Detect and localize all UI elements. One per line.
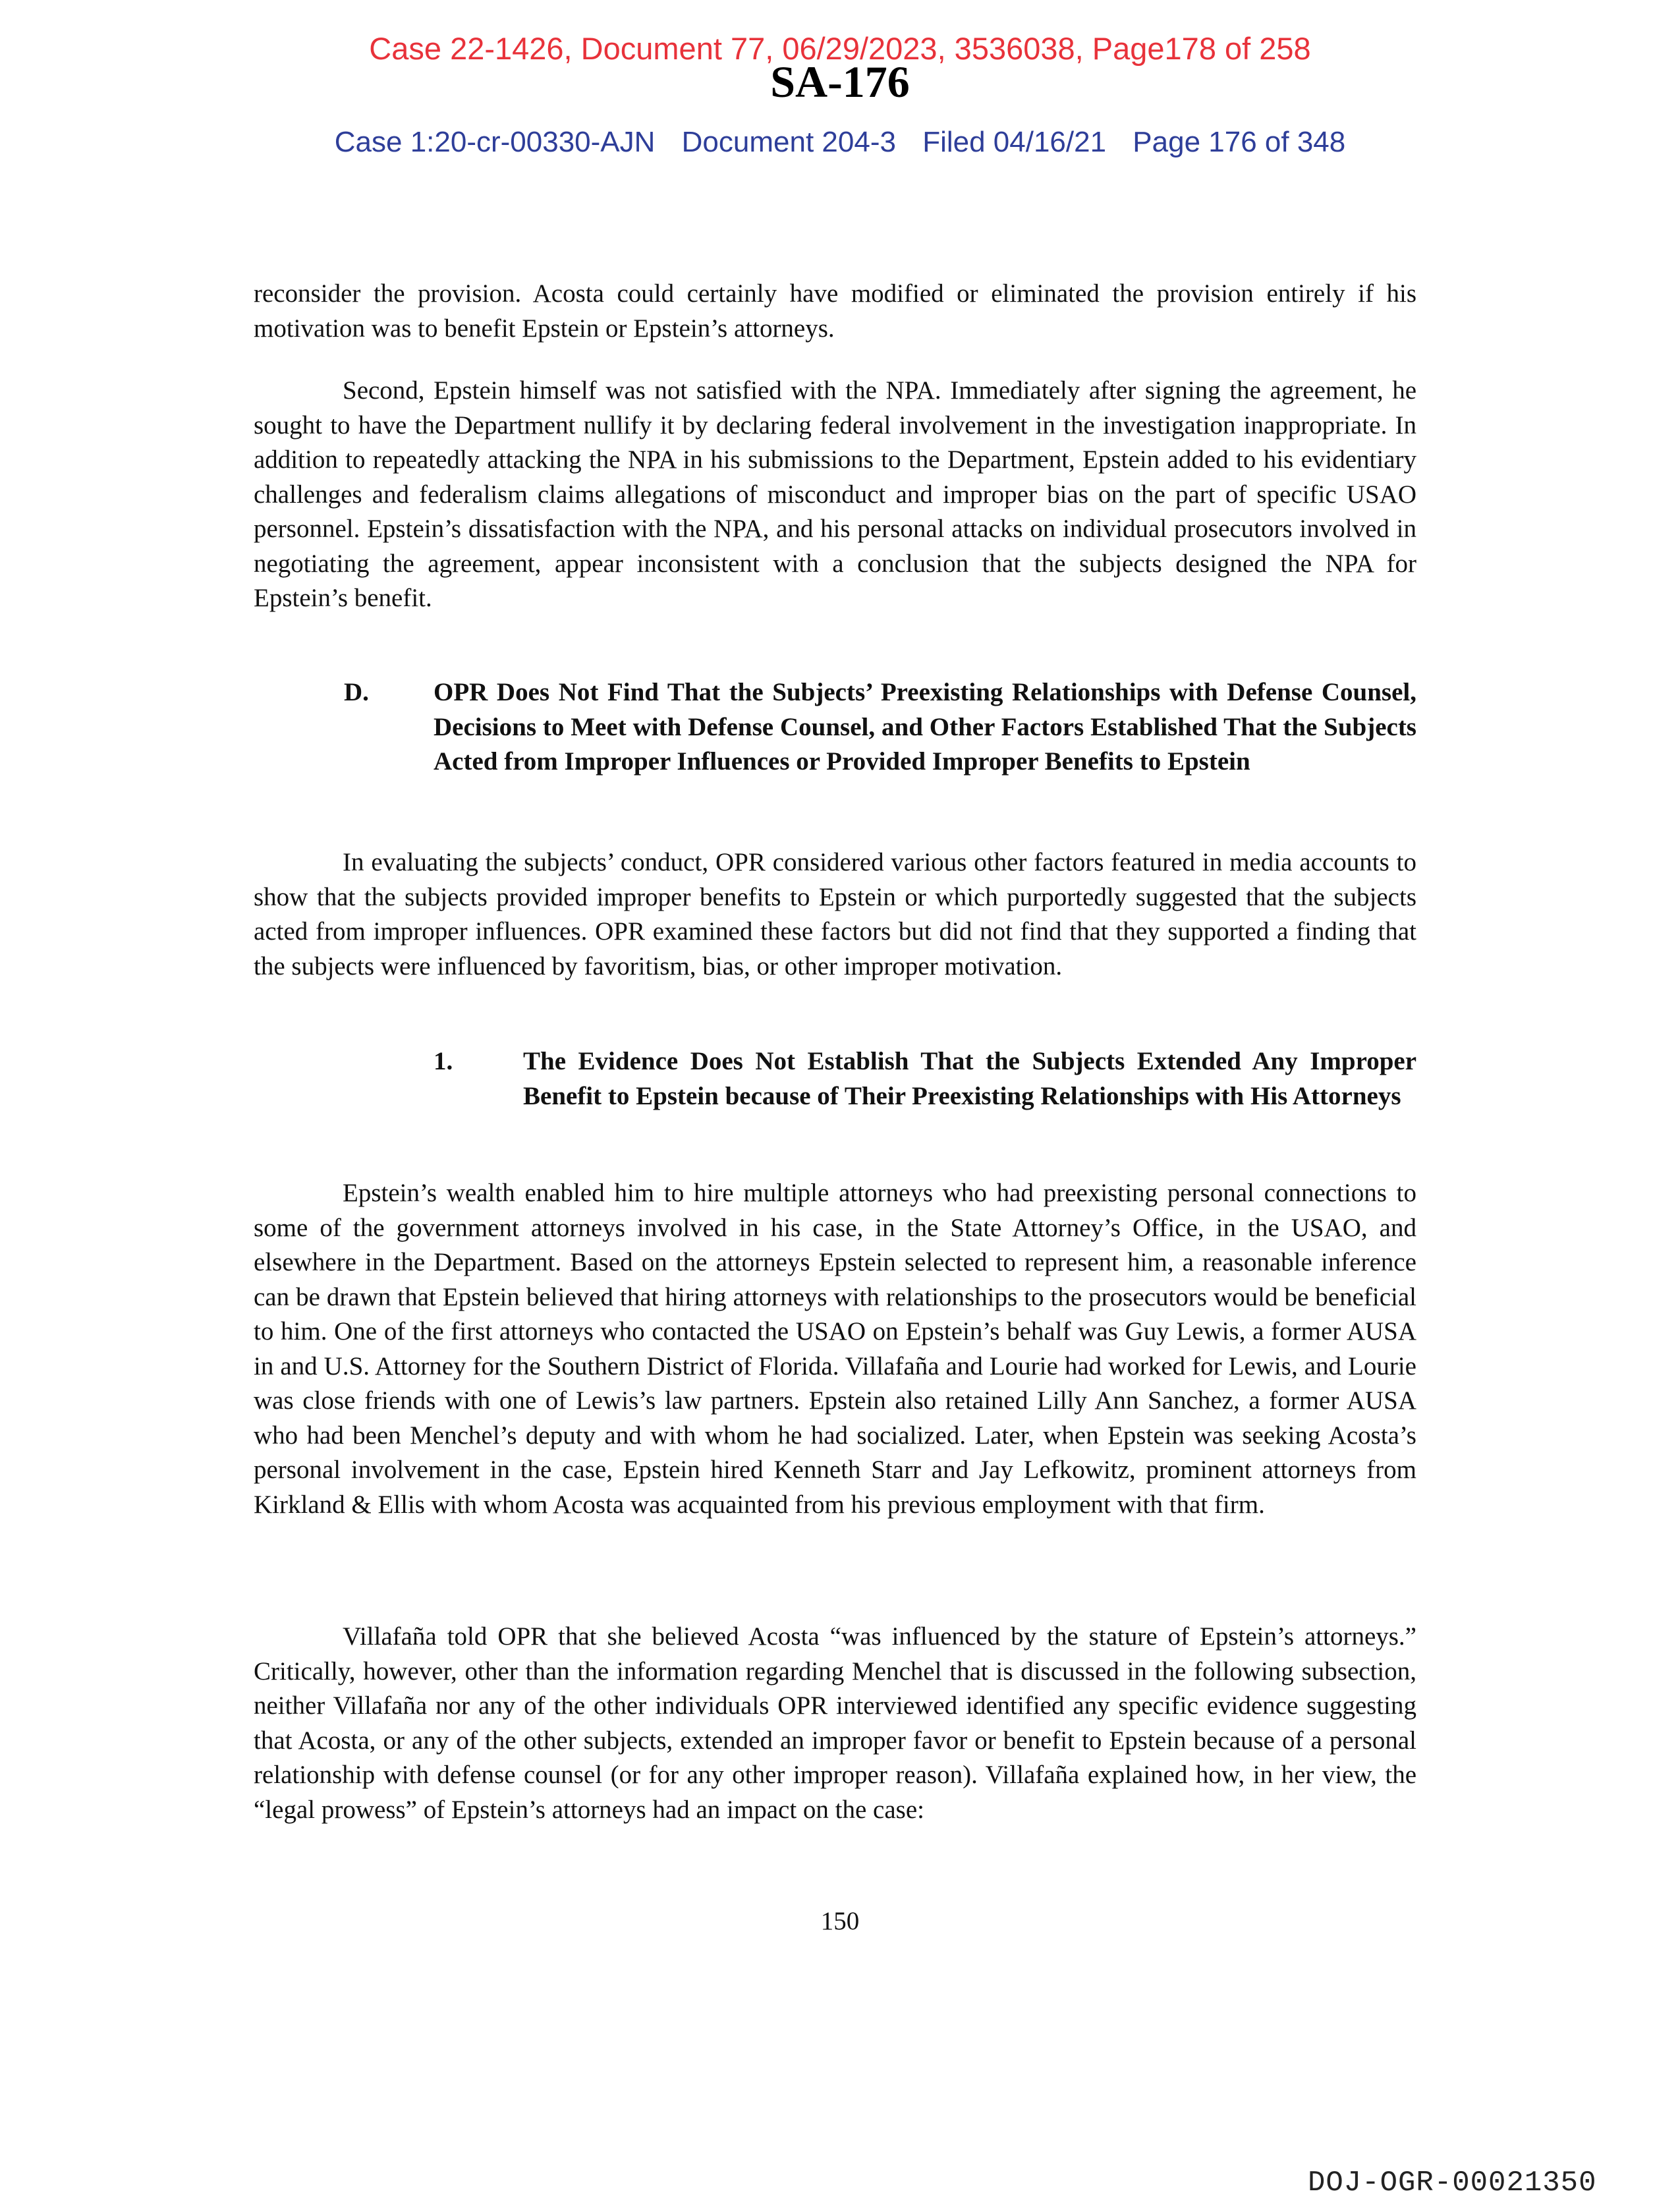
page-number: 150 bbox=[820, 1907, 860, 1935]
subsection-1-label: 1. bbox=[434, 1047, 453, 1075]
appellate-case-stamp: Case 22-1426, Document 77, 06/29/2023, 3536038, Page178 of 258 bbox=[369, 31, 1311, 66]
subsection-1-heading bbox=[434, 1044, 1416, 1114]
district-page-count: Page 176 of 348 bbox=[1133, 126, 1346, 158]
district-document-number: Document 204-3 bbox=[681, 126, 896, 158]
appendix-page-label: SA-176 bbox=[770, 57, 910, 107]
paragraph-continuation: reconsider the provision. Acosta could certainly have modified or eliminated the provision entirely if his motivation was to benefit Epstein or Epstein’s attorneys. bbox=[254, 279, 1416, 343]
district-case-number: Case 1:20-cr-00330-AJN bbox=[334, 126, 656, 158]
section-d-title: OPR Does Not Find That the Subjects’ Preexisting Relationships with Defense Counsel, Decisions to Meet with Defense Counsel, and Other Factors Established That the Subjects Acted from Improper Influences or Provided Improper Benefits to Epstein bbox=[434, 678, 1416, 776]
section-d-label: D. bbox=[344, 678, 369, 706]
district-case-stamp bbox=[0, 124, 1680, 161]
paragraph-villafana: Villafaña told OPR that she believed Acosta “was influenced by the stature of Epstein’s attorneys.” Critically, however, other than the information regarding Menchel that is discussed in the following subsection, neither Villafaña nor any of the other individuals OPR interviewed identified any specific evidence suggesting that Acosta, or any of the other subjects, extended an improper favor or benefit to Epstein because of a personal relationship with defense counsel (or for any other improper reason). Villafaña explained how, in her view, the “legal prowess” of Epstein’s attorneys had an impact on the case: bbox=[254, 1622, 1416, 1824]
section-d-heading bbox=[344, 675, 1416, 780]
district-filed-date: Filed 04/16/21 bbox=[922, 126, 1107, 158]
paragraph-second: Second, Epstein himself was not satisfied with the NPA. Immediately after signing the agreement, he sought to have the Department nullify it by declaring federal involvement in the investigation inappropriate. In addition to repeatedly attacking the NPA in his submissions to the Department, Epstein added to his evidentiary challenges and federalism claims allegations of misconduct and improper bias on the part of specific USAO personnel. Epstein’s dissatisfaction with the NPA, and his personal attacks on individual prosecutors involved in negotiating the agreement, appear inconsistent with a conclusion that the subjects designed the NPA for Epstein’s benefit. bbox=[254, 376, 1416, 612]
paragraph-evaluating: In evaluating the subjects’ conduct, OPR considered various other factors featured in media accounts to show that the subjects provided improper benefits to Epstein or which purportedly suggested that the subjects acted from improper influences. OPR examined these factors but did not find that they supported a finding that the subjects were influenced by favoritism, bias, or other improper motivation. bbox=[254, 848, 1416, 980]
subsection-1-title: The Evidence Does Not Establish That the Subjects Extended Any Improper Benefit to Epstein because of Their Preexisting Relationships with His Attorneys bbox=[523, 1047, 1416, 1110]
paragraph-epstein-wealth: Epstein’s wealth enabled him to hire multiple attorneys who had preexisting personal connections to some of the government attorneys involved in his case, in the State Attorney’s Office, in the USAO, and elsewhere in the Department. Based on the attorneys Epstein selected to represent him, a reasonable inference can be drawn that Epstein believed that hiring attorneys with relationships to the prosecutors would be beneficial to him. One of the first attorneys who contacted the USAO on Epstein’s behalf was Guy Lewis, a former AUSA in and U.S. Attorney for the Southern District of Florida. Villafaña and Lourie had worked for Lewis, and Lourie was close friends with one of Lewis’s law partners. Epstein also retained Lilly Ann Sanchez, a former AUSA who had been Menchel’s deputy and with whom he had socialized. Later, when Epstein was seeking Acosta’s personal involvement in the case, Epstein hired Kenneth Starr and Jay Lefkowitz, prominent attorneys from Kirkland & Ellis with whom Acosta was acquainted from his previous employment with that firm. bbox=[254, 1179, 1416, 1519]
bates-stamp: DOJ-OGR-00021350 bbox=[1308, 2167, 1597, 2199]
